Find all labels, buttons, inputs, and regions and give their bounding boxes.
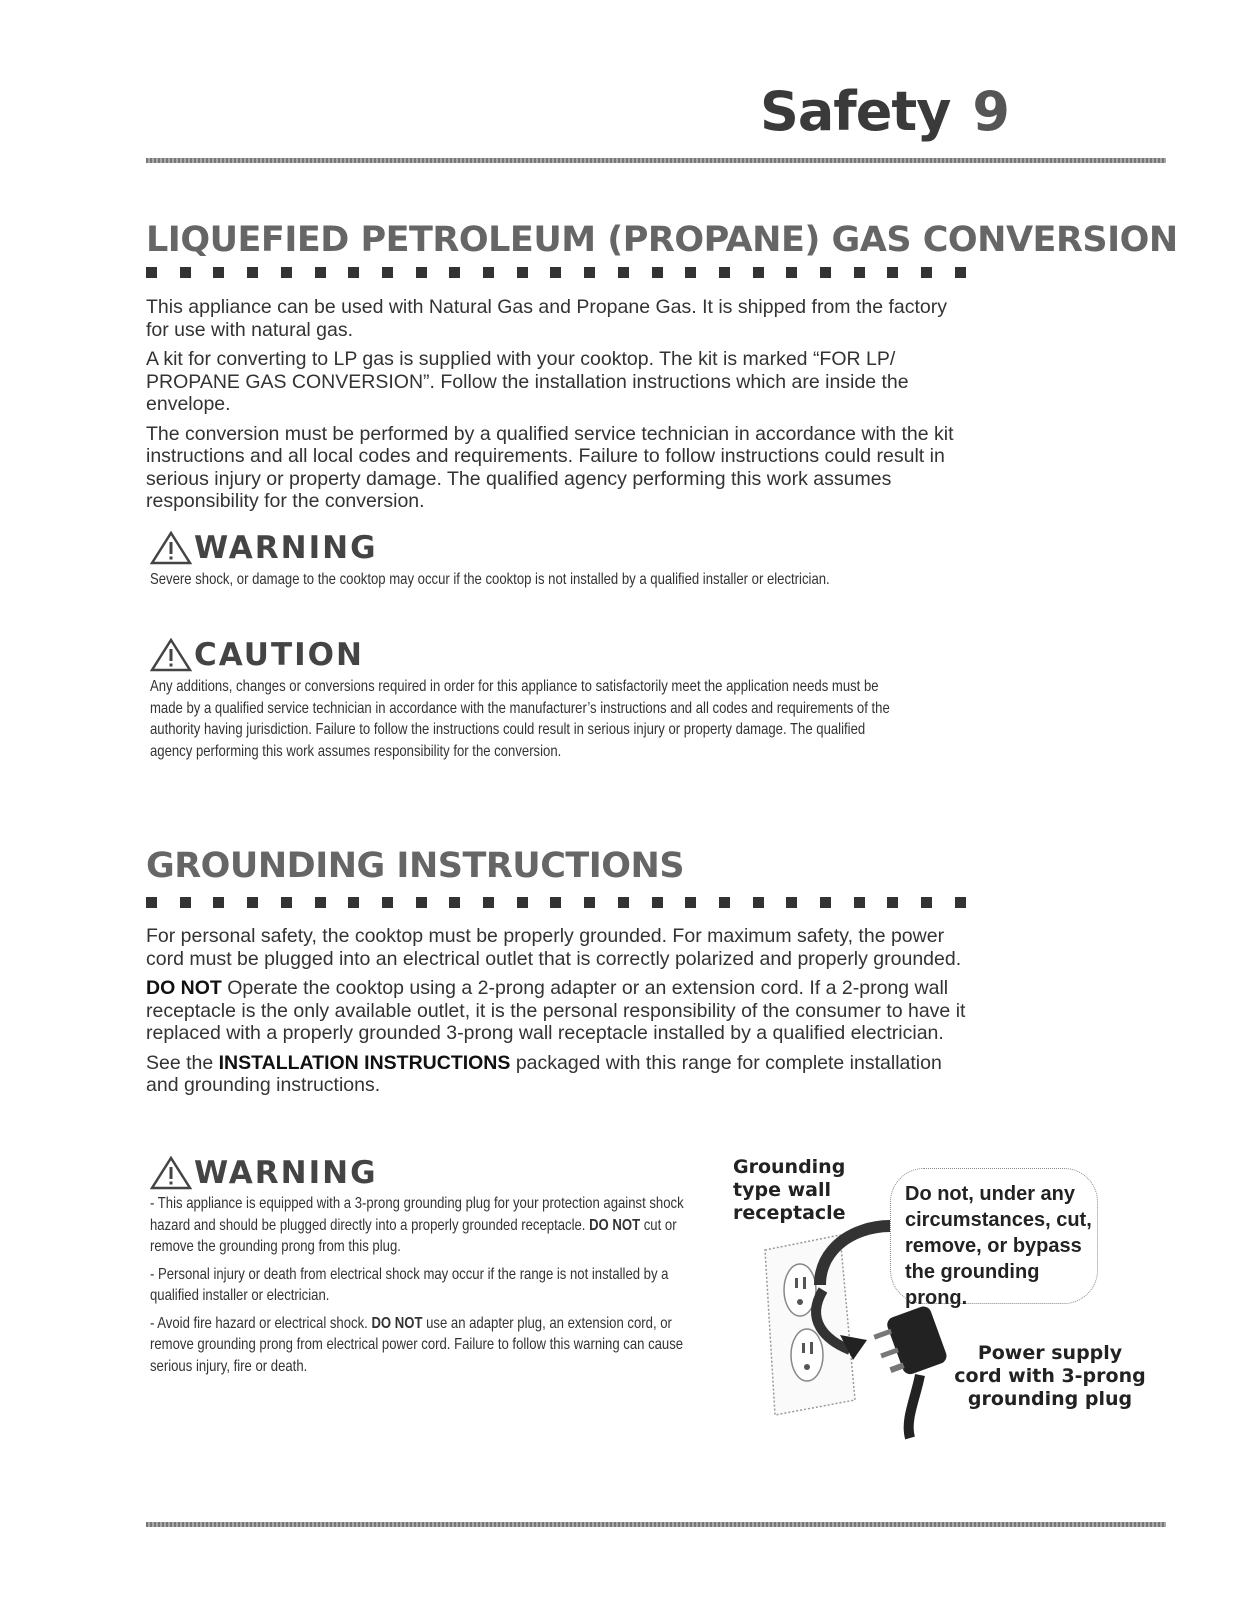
power-cord-label xyxy=(940,1342,1160,1411)
warning-item-text: - Avoid fire hazard or electrical shock. xyxy=(150,1314,372,1332)
lp-paragraph: This appliance can be used with Natural Gas and Propane Gas. It is shipped from the factory for use with natural gas. xyxy=(146,296,948,341)
power-cord-label-line: grounding plug xyxy=(967,1388,1133,1410)
lp-section-title: LIQUEFIED PETROLEUM (PROPANE) GAS CONVERSION xyxy=(146,220,1178,260)
power-cord-label-line: cord with 3-prong xyxy=(954,1365,1146,1387)
lp-warning-text xyxy=(150,569,888,597)
lp-caution-text xyxy=(150,676,900,768)
caution-triangle-icon xyxy=(150,638,192,672)
grounding-warning-item xyxy=(150,1313,695,1378)
do-not-emphasis: DO NOT xyxy=(589,1216,641,1234)
footer-rule xyxy=(146,1522,1166,1527)
warning-triangle-icon xyxy=(150,531,192,565)
grounding-paragraph-text: packaged with this range for complete installation and grounding instructions. xyxy=(146,1051,942,1096)
grounding-paragraph: For personal safety, the cooktop must be properly grounded. For maximum safety, the power cord must be plugged into an electrical outlet that is correctly polarized and properly grounded. xyxy=(146,925,962,970)
grounding-warning-heading xyxy=(150,1155,378,1191)
grounding-section-body xyxy=(146,925,966,1104)
grounding-paragraph-text: Operate the cooktop using a 2-prong adapter or an extension cord. If a 2-prong wall receptacle is the only available outlet, it is the personal responsibility of the consumer to have it replaced with a properly grounded 3-prong wall receptacle installed by a qualified electrician. xyxy=(146,977,966,1044)
lp-caution-heading xyxy=(150,637,364,673)
warning-label: WARNING xyxy=(194,530,378,566)
grounding-paragraph-text: See the xyxy=(146,1051,219,1074)
receptacle-label xyxy=(733,1156,846,1225)
warning-item-text: - This appliance is equipped with a 3-prong grounding plug for your protection against shock hazard and should be plugged directly into a properly grounded receptacle. xyxy=(150,1195,684,1234)
receptacle-label-line: type wall xyxy=(733,1179,831,1201)
page-header xyxy=(760,80,1009,143)
warning-item-text: use an adapter plug, an extension cord, or remove grounding prong from electrical power cord. Failure to follow this warning can cause serious injury, fire or death. xyxy=(150,1314,684,1375)
grounding-paragraph xyxy=(146,1052,966,1097)
lp-caution-body: Any additions, changes or conversions required in order for this appliance to satisfactorily meet the application needs must be made by a qualified service technician in accordance with the manufacturer’s instructions and all codes and requirements of the authority having jurisdiction. Failure to follow the instructions could result in serious injury or property damage. The qualified agency performing this work assumes responsibility for the conversion. xyxy=(150,678,890,760)
grounding-section-title: GROUNDING INSTRUCTIONS xyxy=(146,846,685,886)
grounding-warning-text xyxy=(150,1193,695,1383)
grounding-paragraph xyxy=(146,977,966,1045)
lp-paragraph: The conversion must be performed by a qualified service technician in accordance with the kit instructions and all local codes and requirements. Failure to follow instructions could result in serious injury or property damage. The qualified agency performing this work assumes responsibility for the conversion. xyxy=(146,422,954,512)
warning-label: WARNING xyxy=(194,1155,378,1191)
page-number: 9 xyxy=(972,80,1009,143)
receptacle-label-line: Grounding xyxy=(733,1156,846,1178)
do-not-emphasis: DO NOT xyxy=(371,1314,423,1332)
lp-section-body xyxy=(146,296,966,520)
installation-instructions-emphasis: INSTALLATION INSTRUCTIONS xyxy=(218,1051,511,1074)
warning-item-text: cut or remove the grounding prong from this plug. xyxy=(150,1216,677,1255)
lp-warning-heading xyxy=(150,530,378,566)
page-title: Safety xyxy=(759,80,951,143)
do-not-emphasis: DO NOT xyxy=(146,977,222,999)
lp-warning-body: Severe shock, or damage to the cooktop may occur if the cooktop is not installed by a qualified installer or electrician. xyxy=(150,571,830,588)
lp-paragraph: A kit for converting to LP gas is supplied with your cooktop. The kit is marked “FOR LP/ PROPANE GAS CONVERSION”. Follow the installation instructions which are inside the envelope. xyxy=(146,348,909,415)
grounding-prong-callout: Do not, under any circumstances, cut, remove, or bypass the grounding prong. xyxy=(890,1168,1098,1304)
caution-label: CAUTION xyxy=(194,637,364,673)
grounding-section-divider xyxy=(146,897,966,908)
warning-triangle-icon xyxy=(150,1156,192,1190)
power-cord-label-line: Power supply xyxy=(977,1342,1123,1364)
receptacle-label-line: receptacle xyxy=(733,1202,846,1224)
grounding-warning-item xyxy=(150,1193,695,1258)
lp-section-divider xyxy=(146,267,966,278)
grounding-warning-item: - Personal injury or death from electrical shock may occur if the range is not installed by a qualified installer or electrician. xyxy=(150,1265,669,1304)
header-rule xyxy=(146,158,1166,163)
